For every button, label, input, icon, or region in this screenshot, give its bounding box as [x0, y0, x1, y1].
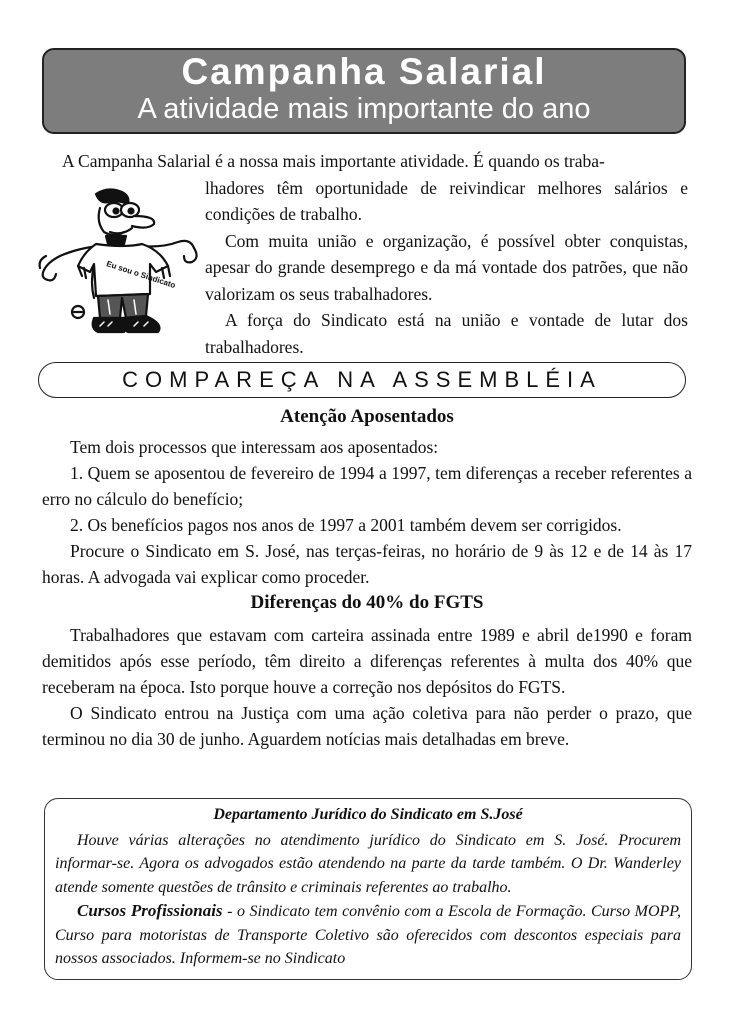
- intro-paragraph-3: A força do Sindicato está na união e vontade de lutar dos trabalhadores.: [205, 310, 688, 357]
- banner-subtitle: A atividade mais importante do ano: [137, 93, 591, 125]
- cursos-lead: Cursos Profissionais: [77, 901, 223, 920]
- juridico-title: Departamento Jurídico do Sindicato em S.José: [213, 806, 523, 823]
- aposentados-title: Atenção Aposentados: [280, 406, 454, 427]
- intro-paragraph-2: Com muita união e organização, é possível obter conquistas, apesar do grande desemprego e da má vontade dos patrões, que não valorizam os seus trabalhadores.: [205, 230, 688, 304]
- intro-paragraph-1-rest: lhadores têm oportunidade de reivindicar melhores salários e condições de trabalho.: [205, 177, 688, 224]
- campaign-banner: [42, 48, 686, 134]
- fgts-paragraph-1: Trabalhadores que estavam com carteira assinada entre 1989 e abril de1990 e foram demitidos após esse período, têm direito a diferenças referentes à multa dos 40% que receberam na época. Isto porque houve a correção nos depósitos do FGTS.: [42, 625, 692, 697]
- aposentados-paragraph-2: 1. Quem se aposentou de fevereiro de 1994 a 1997, tem diferenças a receber referentes a erro no cálculo do benefício;: [42, 463, 692, 509]
- fgts-title: Diferenças do 40% do FGTS: [250, 592, 484, 613]
- juridico-paragraph-1: Houve várias alterações no atendimento jurídico do Sindicato em S. José. Procurem informar-se. Agora os advogados estão atendendo na parte da tarde também. O Dr. Wanderley atende somente questões de trânsito e criminais referentes ao trabalho.: [55, 831, 681, 896]
- banner-title: Campanha Salarial: [181, 51, 547, 92]
- aposentados-article: [42, 434, 692, 590]
- mascot-shirt-text: Eu sou o Sindicato: [105, 259, 177, 291]
- worker-cartoon-icon: [38, 186, 200, 346]
- fgts-article: [42, 622, 692, 752]
- assembly-banner: COMPAREÇA NA ASSEMBLÉIA: [38, 362, 686, 398]
- juridico-box: [44, 798, 692, 980]
- aposentados-paragraph-1: Tem dois processos que interessam aos aposentados:: [70, 437, 439, 457]
- aposentados-paragraph-3: 2. Os benefícios pagos nos anos de 1997 a 2001 também devem ser corrigidos.: [70, 515, 622, 535]
- intro-paragraph-1-line-1: A Campanha Salarial é a nossa mais importante atividade. É quando os traba-: [62, 151, 605, 171]
- aposentados-paragraph-4: Procure o Sindicato em S. José, nas terças-feiras, no horário de 9 às 12 e de 14 às 17 horas. A advogada vai explicar como proceder.: [42, 541, 692, 587]
- juridico-paragraph-2: [55, 899, 681, 971]
- fgts-paragraph-2: O Sindicato entrou na Justiça com uma ação coletiva para não perder o prazo, que terminou no dia 30 de junho. Aguardem notícias mais detalhadas em breve.: [42, 703, 692, 749]
- cursos-text: - o Sindicato tem convênio com a Escola de Formação. Curso MOPP, Curso para motoristas de Transporte Coletivo são oferecidos com descontos especiais para nossos associados. Informem-se no Sindicato: [55, 903, 681, 967]
